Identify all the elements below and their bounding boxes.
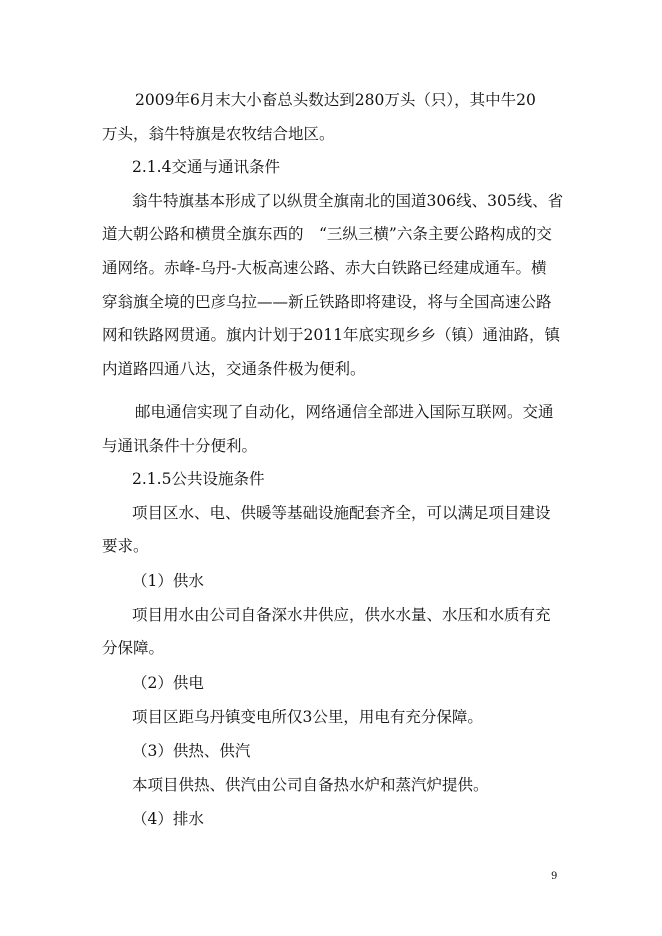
text-line: 万头，翁牛特旗是农牧结合地区。: [102, 125, 335, 143]
text-line: 翁牛特旗基本形成了以纵贯全旗南北的国道306线、305线、省: [132, 192, 564, 210]
text-line: 穿翁旗全境的巴彦乌拉——新丘铁路即将建设，将与全国高速公路: [102, 293, 552, 311]
text-line: 项目区距乌丹镇变电所仅3公里，用电有充分保障。: [132, 708, 483, 726]
text-line: 项目用水由公司自备深水井供应，供水水量、水压和水质有充: [132, 606, 551, 624]
text-line: 本项目供热、供汽由公司自备热水炉和蒸汽炉提供。: [132, 776, 489, 794]
section-heading: 2.1.4交通与通讯条件: [132, 158, 280, 176]
text-line: 道大朝公路和横贯全旗东西的 “三纵三横”六条主要公路构成的交: [102, 225, 552, 243]
text-line: 与通讯条件十分便利。: [102, 437, 258, 455]
section-heading: 2.1.5公共设施条件: [132, 470, 265, 488]
page-number: 9: [551, 871, 558, 882]
subheading: （3）供热、供汽: [132, 742, 251, 760]
subheading: （1）供水: [132, 572, 204, 590]
text-line: 邮电通信实现了自动化，网络通信全部进入国际互联网。交通: [135, 403, 554, 421]
text-line: 网和铁路网贯通。旗内计划于2011年底实现乡乡（镇）通油路，镇: [102, 326, 560, 344]
text-line: 分保障。: [102, 639, 165, 657]
subheading: （4）排水: [132, 810, 204, 828]
text-line: 2009年6月末大小畜总头数达到280万头（只），其中牛20: [135, 91, 536, 109]
subheading: （2）供电: [132, 674, 204, 692]
text-line: 内道路四通八达，交通条件极为便利。: [102, 360, 366, 378]
text-line: 项目区水、电、供暖等基础设施配套齐全，可以满足项目建设: [132, 504, 551, 522]
text-line: 通网络。赤峰-乌丹-大板高速公路、赤大白铁路已经建成通车。横: [102, 259, 547, 277]
text-line: 要求。: [102, 537, 149, 555]
